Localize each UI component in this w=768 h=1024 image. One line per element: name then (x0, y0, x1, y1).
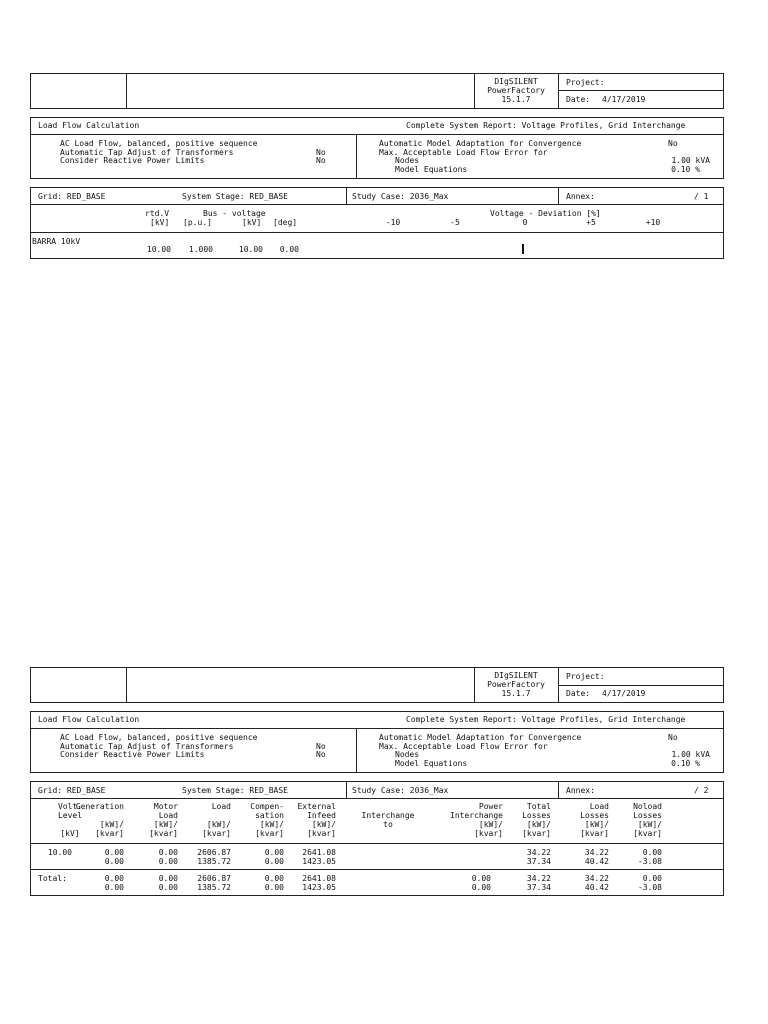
unit-kv2: [kV] (242, 218, 262, 227)
col-header-0-3: [kV] (60, 829, 80, 838)
col-header-6-1: Interchange (361, 811, 415, 820)
software-name-2: DIgSILENT (494, 671, 538, 680)
col-header-10-1: Losses (633, 811, 662, 820)
total2-cell-4: 1423.05 (302, 883, 336, 892)
row2-cell-1: 0.00 (158, 857, 178, 866)
total2-cell-3: 0.00 (264, 883, 284, 892)
calc-right-1: Automatic Model Adaptation for Convergence (379, 139, 582, 148)
calc2-right-val-1: No (668, 733, 678, 742)
product-version-2: 15.1.7 (501, 689, 531, 698)
grid-label: Grid: RED_BASE (38, 192, 106, 201)
date-label-2: Date: (566, 689, 591, 698)
report-title: Complete System Report: Voltage Profiles, Grid Interchange (406, 121, 686, 130)
col-header-7-0: Power (478, 802, 503, 811)
unit-deg: [deg] (273, 218, 298, 227)
row2-cell-3: 0.00 (264, 857, 284, 866)
row1-cell-3: 0.00 (264, 848, 284, 857)
col-header-9-1: Losses (580, 811, 609, 820)
calc-right-2: Max. Acceptable Load Flow Error for (379, 148, 548, 157)
grid-label-2: Grid: RED_BASE (38, 786, 106, 795)
calc2-right-val-3: 1.00 kVA (671, 750, 710, 759)
product-name: PowerFactory (487, 86, 545, 95)
col-header-10-3: [kvar] (633, 829, 662, 838)
annex-label: Annex: (566, 192, 595, 201)
total2-cell-7: 37.34 (526, 883, 551, 892)
calc-right-val-1: No (668, 139, 678, 148)
col-header-1-2: [kW]/ (99, 820, 124, 829)
col-header-2-0: Motor (153, 802, 178, 811)
col-header-5-3: [kvar] (307, 829, 336, 838)
col-header-0-0: Volt. (57, 802, 83, 811)
unit-kv: [kV] (150, 218, 170, 227)
col-header-1-3: [kvar] (95, 829, 124, 838)
case-label-2: Study Case: 2036_Max (352, 786, 449, 795)
row1-cell-9: 0.00 (642, 848, 662, 857)
col-header-0-1: Level (57, 811, 83, 820)
total1-cell-7: 34.22 (526, 874, 551, 883)
col-header-10-0: Noload (633, 802, 662, 811)
col-header-3-2: [kW]/ (206, 820, 231, 829)
total1-cell-9: 0.00 (642, 874, 662, 883)
scale-m5: -5 (450, 218, 460, 227)
calc2-left-1: AC Load Flow, balanced, positive sequence (60, 733, 258, 742)
voltage-deviation-marker (522, 244, 524, 254)
date-value-2: 4/17/2019 (602, 689, 646, 698)
col-header-7-1: Interchange (450, 811, 503, 820)
calc-left-val-3: No (316, 156, 326, 165)
total2-cell-8: 40.42 (584, 883, 609, 892)
row1-cell-0: 0.00 (104, 848, 124, 857)
calc2-right-4: Model Equations (395, 759, 468, 768)
calc2-left-3: Consider Reactive Power Limits (60, 750, 205, 759)
calc-left-1: AC Load Flow, balanced, positive sequence (60, 139, 258, 148)
calc-title: Load Flow Calculation (38, 121, 140, 130)
col-deviation: Voltage - Deviation [%] (490, 209, 601, 218)
row2-cell-4: 1423.05 (302, 857, 336, 866)
calc2-left-2: Automatic Tap Adjust of Transformers (60, 742, 234, 751)
col-header-2-1: Load (158, 811, 178, 820)
col-header-9-3: [kvar] (580, 829, 609, 838)
scale-0: 0 (522, 218, 528, 227)
col-header-9-0: Load (589, 802, 609, 811)
calc-right-3: Nodes (395, 156, 420, 165)
total-label: Total: (38, 874, 67, 883)
col-header-5-1: Infeed (307, 811, 336, 820)
total2-cell-1: 0.00 (158, 883, 178, 892)
col-bus: Bus - voltage (203, 209, 266, 218)
calc-left-2: Automatic Tap Adjust of Transformers (60, 148, 234, 157)
total1-cell-0: 0.00 (104, 874, 124, 883)
total2-cell-9: -3.08 (637, 883, 662, 892)
scale-m10: -10 (385, 218, 401, 227)
software-name: DIgSILENT (494, 77, 538, 86)
scale-p5: +5 (586, 218, 596, 227)
col-header-8-2: [kW]/ (526, 820, 551, 829)
row2-cell-7: 37.34 (526, 857, 551, 866)
stage-label-2: System Stage: RED_BASE (182, 786, 288, 795)
scale-p10: +10 (645, 218, 661, 227)
bus-pu: 1.000 (188, 245, 213, 254)
product-version: 15.1.7 (501, 95, 531, 104)
col-header-8-3: [kvar] (522, 829, 551, 838)
project-label: Project: (566, 78, 605, 87)
calc2-right-2: Max. Acceptable Load Flow Error for (379, 742, 548, 751)
calc-title-2: Load Flow Calculation (38, 715, 140, 724)
col-header-4-3: [kvar] (255, 829, 284, 838)
row2-cell-0: 0.00 (104, 857, 124, 866)
bus-name: BARRA 10kV (32, 237, 81, 246)
col-header-2-2: [kW]/ (153, 820, 178, 829)
col-header-1-0: Generation (75, 802, 124, 811)
stage-label: System Stage: RED_BASE (182, 192, 288, 201)
col-header-4-1: sation (255, 811, 284, 820)
row-level: 10.00 (47, 848, 72, 857)
col-header-6-2: to (383, 820, 393, 829)
calc2-left-val-3: No (316, 750, 326, 759)
row2-cell-9: -3.08 (637, 857, 662, 866)
row1-cell-7: 34.22 (526, 848, 551, 857)
date-label: Date: (566, 95, 591, 104)
total2-cell-0: 0.00 (104, 883, 124, 892)
total1-cell-4: 2641.08 (302, 874, 336, 883)
total1-cell-3: 0.00 (264, 874, 284, 883)
calc-right-val-4: 0.10 % (671, 165, 700, 174)
unit-pu: [p.u.] (183, 218, 212, 227)
col-header-5-2: [kW]/ (311, 820, 336, 829)
col-header-3-0: Load (211, 802, 231, 811)
row1-cell-4: 2641.08 (302, 848, 336, 857)
bus-kv: 10.00 (238, 245, 263, 254)
row1-cell-8: 34.22 (584, 848, 609, 857)
row1-cell-2: 2606.87 (197, 848, 231, 857)
col-header-2-3: [kvar] (149, 829, 178, 838)
annex-label-2: Annex: (566, 786, 595, 795)
col-header-5-0: External (297, 802, 336, 811)
project-label-2: Project: (566, 672, 605, 681)
calc2-right-1: Automatic Model Adaptation for Convergence (379, 733, 582, 742)
total1-cell-2: 2606.87 (197, 874, 231, 883)
col-header-4-2: [kW]/ (259, 820, 284, 829)
col-rtd: rtd.V (145, 209, 170, 218)
col-header-9-2: [kW]/ (584, 820, 609, 829)
total2-cell-6: 0.00 (471, 883, 491, 892)
page-number: / 1 (694, 192, 709, 201)
total1-cell-1: 0.00 (158, 874, 178, 883)
calc-right-val-3: 1.00 kVA (671, 156, 710, 165)
col-header-8-1: Losses (522, 811, 551, 820)
page-number-2: / 2 (694, 786, 709, 795)
case-label: Study Case: 2036_Max (352, 192, 449, 201)
col-header-4-0: Compen- (250, 802, 284, 811)
total1-cell-8: 34.22 (584, 874, 609, 883)
calc2-right-3: Nodes (395, 750, 420, 759)
calc-right-4: Model Equations (395, 165, 468, 174)
date-value: 4/17/2019 (602, 95, 646, 104)
total2-cell-2: 1385.72 (197, 883, 231, 892)
bus-rtd-v: 10.00 (146, 245, 171, 254)
row1-cell-1: 0.00 (158, 848, 178, 857)
bus-deg: 0.00 (279, 245, 299, 254)
col-header-10-2: [kW]/ (637, 820, 662, 829)
report-title-2: Complete System Report: Voltage Profiles, Grid Interchange (406, 715, 686, 724)
col-header-7-2: [kW]/ (478, 820, 503, 829)
col-header-8-0: Total (526, 802, 551, 811)
row2-cell-2: 1385.72 (197, 857, 231, 866)
row2-cell-8: 40.42 (584, 857, 609, 866)
calc2-right-val-4: 0.10 % (671, 759, 700, 768)
total1-cell-6: 0.00 (471, 874, 491, 883)
calc-left-3: Consider Reactive Power Limits (60, 156, 205, 165)
calc2-left-val-2: No (316, 742, 326, 751)
calc-left-val-2: No (316, 148, 326, 157)
product-name-2: PowerFactory (487, 680, 545, 689)
col-header-7-3: [kvar] (474, 829, 503, 838)
col-header-3-3: [kvar] (202, 829, 231, 838)
